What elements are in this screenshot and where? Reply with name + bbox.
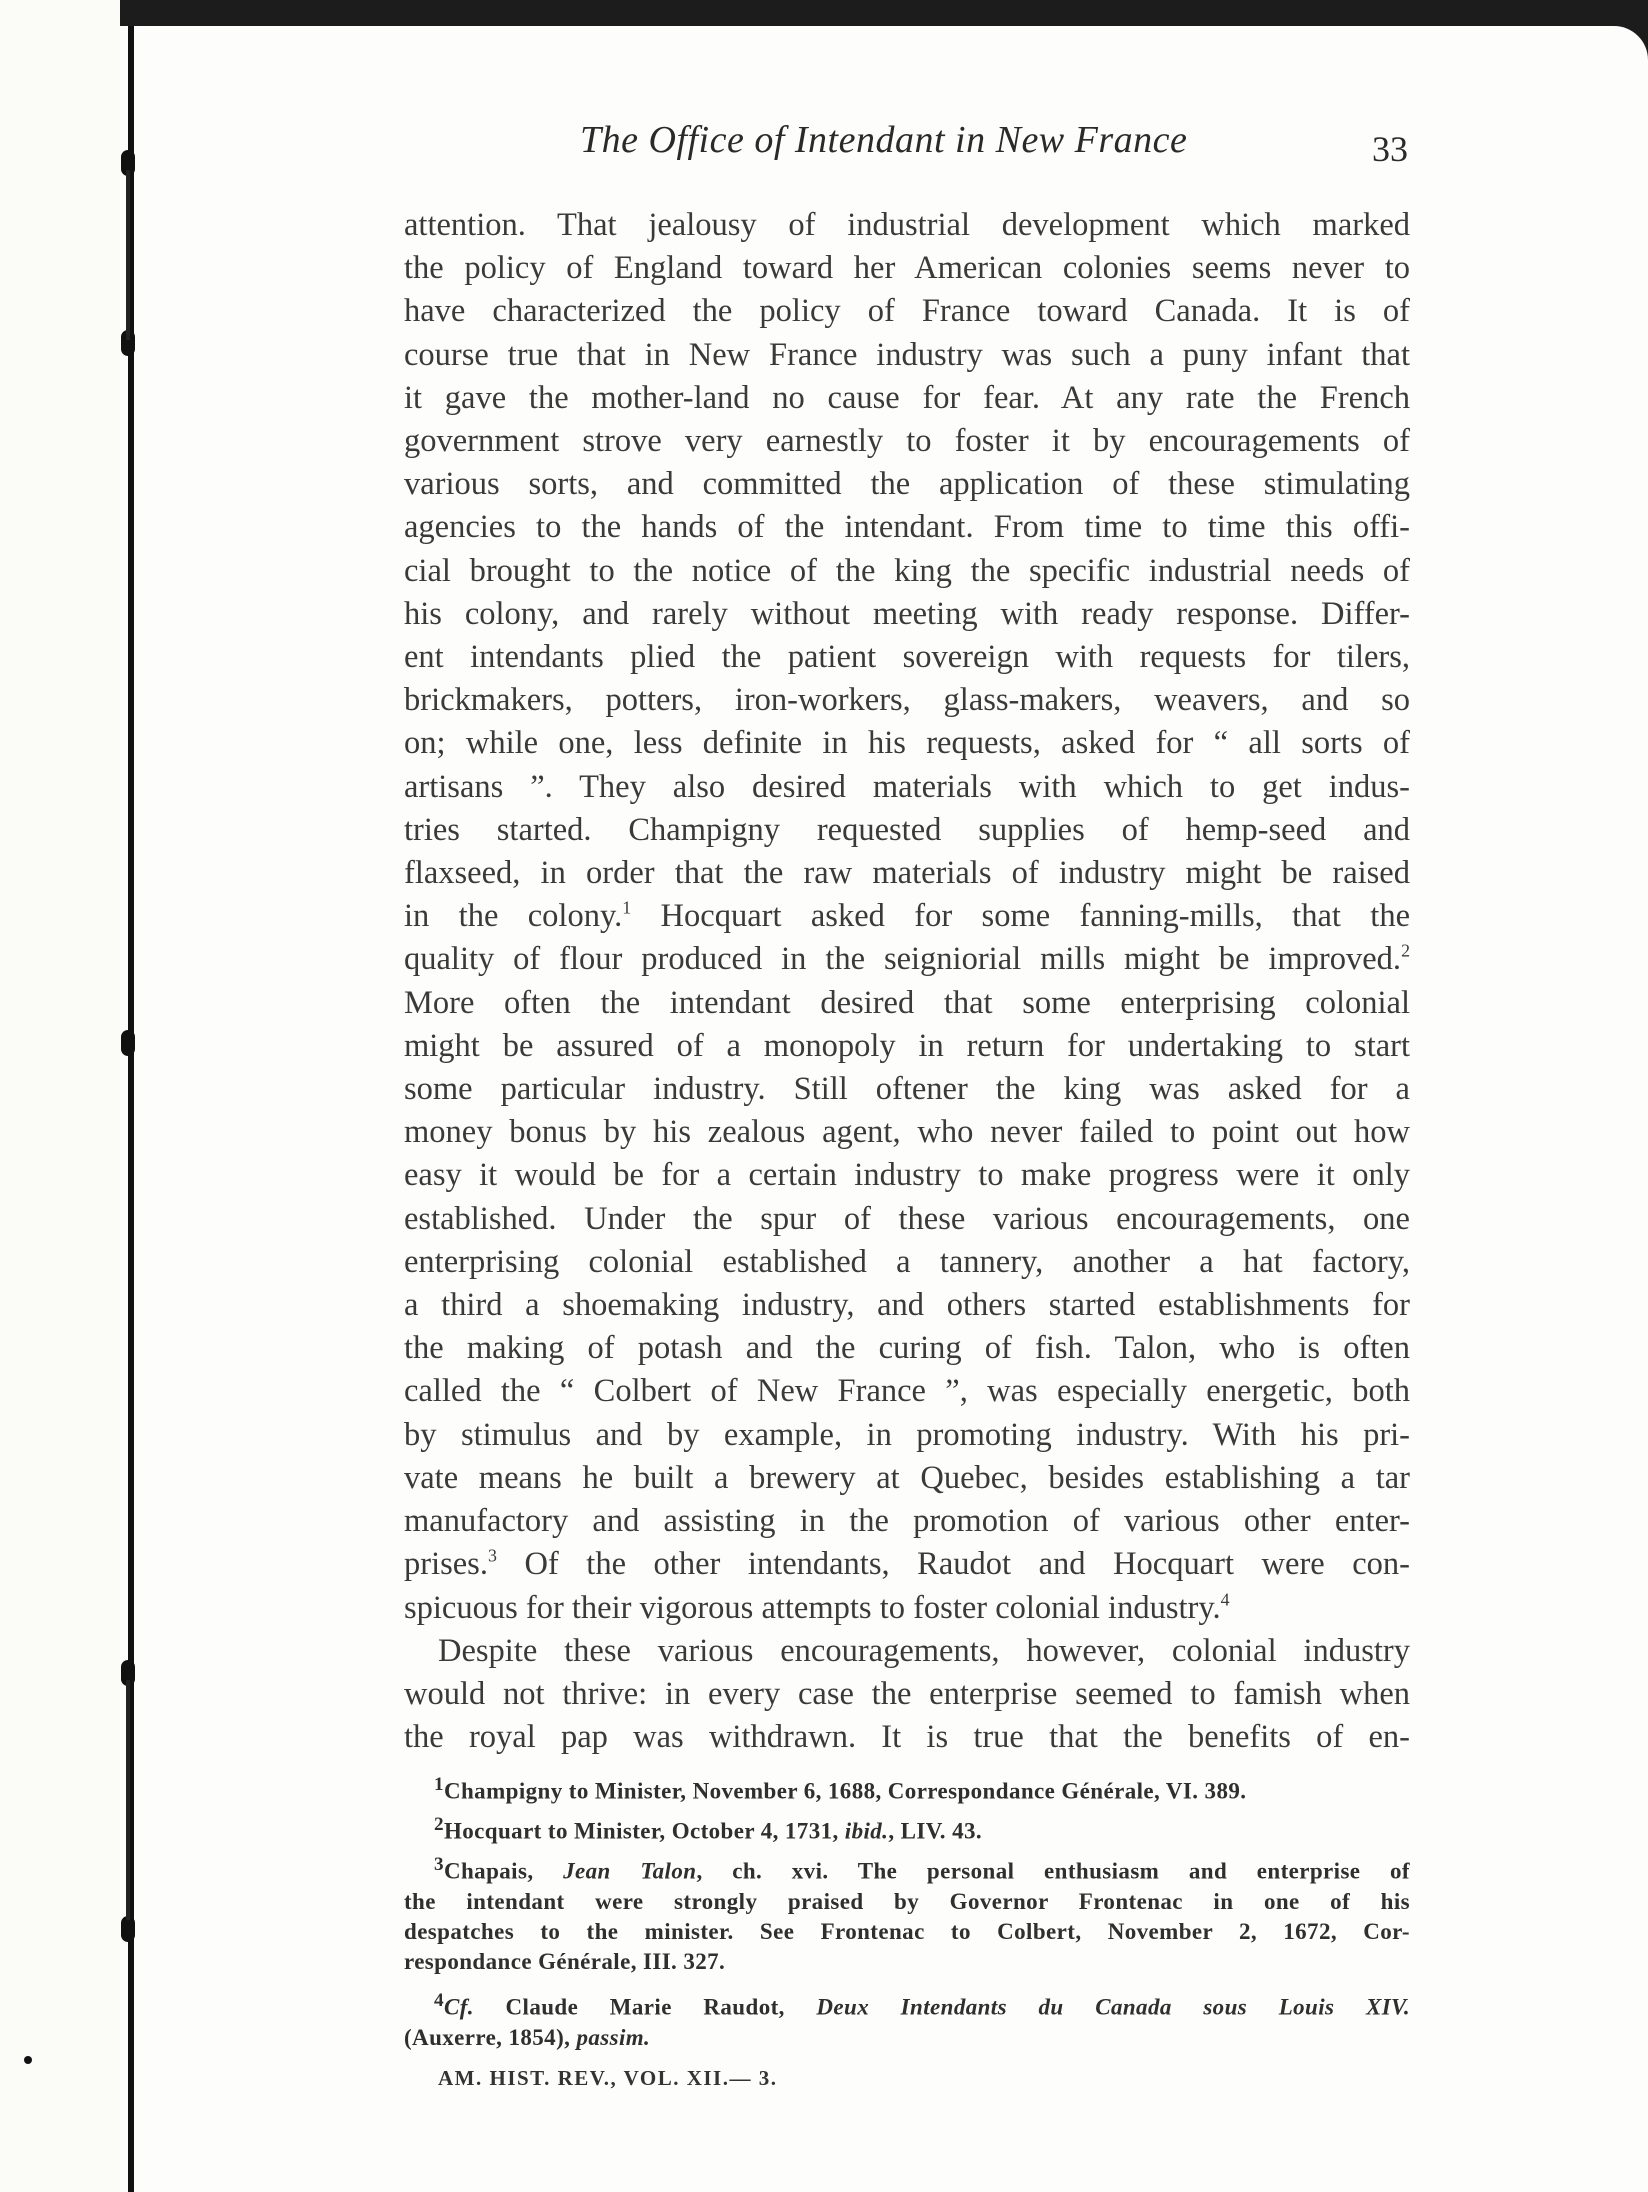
text-line: called the “ Colbert of New France ”, was especially energetic, both (404, 1373, 1410, 1410)
footnote-text: Chapais, (443, 1858, 564, 1884)
text-line: money bonus by his zealous agent, who never failed to point out how (404, 1114, 1410, 1151)
text-line: easy it would be for a certain industry to make progress were it only (404, 1157, 1410, 1194)
footnote-text: Champigny to Minister, November 6, 1688, Correspondance Générale, VI. 389. (443, 1778, 1247, 1804)
footnote-ref[interactable]: 1 (622, 897, 632, 918)
text-line: by stimulus and by example, in promoting industry. With his pri- (404, 1416, 1410, 1453)
text-line: agencies to the hands of the intendant. From time to time this offi- (404, 509, 1410, 546)
text-line: some particular industry. Still oftener the king was asked for a (404, 1071, 1410, 1108)
footnote-italic: passim. (576, 2024, 651, 2050)
footnote-line (404, 1986, 1410, 2023)
footnote-ref[interactable]: 4 (1220, 1589, 1230, 1609)
footnote-line (404, 1850, 1410, 1887)
text-line: would not thrive: in every case the enterprise seemed to famish when (404, 1675, 1410, 1712)
footnote-text: Hocquart to Minister, October 4, 1731, (443, 1818, 845, 1844)
text-line: course true that in New France industry was such a puny infant that (404, 336, 1410, 373)
footnote-text: , LIV. 43. (888, 1818, 983, 1844)
text-line (404, 1587, 1410, 1630)
footnote-line: despatches to the minister. See Frontenac to Colbert, November 2, 1672, Cor- (404, 1918, 1410, 1944)
text-line: on; while one, less definite in his requests, asked for “ all sorts of (404, 725, 1410, 762)
text-line: it gave the mother-land no cause for fear. At any rate the French (404, 379, 1410, 416)
text-line: More often the intendant desired that some enterprising colonial (404, 984, 1410, 1021)
text-segment: quality of flour produced in the seigniorial mills might be improved. (404, 941, 1402, 978)
text-line: flaxseed, in order that the raw materials of industry might be raised (404, 855, 1410, 892)
text-line (404, 938, 1410, 981)
text-line: tries started. Champigny requested supplies of hemp-seed and (404, 811, 1410, 848)
text-line: might be assured of a monopoly in return for undertaking to start (404, 1027, 1410, 1064)
footnote-line: respondance Générale, III. 327. (404, 1948, 726, 1974)
page-number: 33 (1372, 129, 1408, 169)
text-line: the policy of England toward her American colonies seems never to (404, 250, 1410, 287)
text-line: established. Under the spur of these various encouragements, one (404, 1200, 1410, 1237)
text-segment: spicuous for their vigorous attempts to foster colonial industry. (404, 1589, 1221, 1626)
text-line: enterprising colonial established a tannery, another a hat factory, (404, 1243, 1410, 1280)
footnote-text: , ch. xvi. The personal enthusiasm and enterprise of (696, 1858, 1410, 1884)
footnote-text: (Auxerre, 1854), (404, 2024, 577, 2050)
text-line (404, 1543, 1410, 1586)
footnote-line (404, 1770, 1410, 1807)
footnote-4 (404, 1986, 1410, 2053)
text-line: cial brought to the notice of the king the specific industrial needs of (404, 552, 1410, 589)
text-line: Despite these various encouragements, however, colonial industry (438, 1632, 1410, 1669)
text-line: ent intendants plied the patient sovereign with requests for tilers, (404, 639, 1410, 676)
text-line: his colony, and rarely without meeting with ready response. Differ- (404, 595, 1410, 632)
footnote-line: the intendant were strongly praised by Governor Frontenac in one of his (404, 1888, 1410, 1914)
footnote-3 (404, 1850, 1410, 1977)
text-line: the royal pap was withdrawn. It is true that the benefits of en- (404, 1719, 1410, 1756)
body-text (404, 204, 1410, 1759)
text-line: manufactory and assisting in the promotion of various other enter- (404, 1503, 1410, 1540)
text-segment: in the colony. (404, 898, 623, 935)
text-line: various sorts, and committed the application of these stimulating (404, 466, 1410, 503)
text-line: government strove very earnestly to foster it by encouragements of (404, 423, 1410, 460)
text-line: the making of potash and the curing of fish. Talon, who is often (404, 1330, 1410, 1367)
footnote-mark: 4 (434, 1990, 444, 2011)
footnote-mark: 1 (434, 1774, 444, 1795)
text-line: artisans ”. They also desired materials with which to get indus- (404, 768, 1410, 805)
left-margin (0, 0, 120, 2192)
text-segment: prises. (404, 1546, 488, 1583)
text-line: a third a shoemaking industry, and others started establishments for (404, 1287, 1410, 1324)
text-line: brickmakers, potters, iron-workers, glass-makers, weavers, and so (404, 682, 1410, 719)
binding-thread (126, 170, 130, 340)
binding-stitch (121, 1030, 135, 1056)
text-line: vate means he built a brewery at Quebec, besides establishing a tar (404, 1459, 1410, 1496)
text-line: have characterized the policy of France toward Canada. It is of (404, 293, 1410, 330)
text-segment: Of the other intendants, Raudot and Hocquart were con- (496, 1546, 1410, 1583)
binding-thread (126, 1680, 130, 1920)
text-line: attention. That jealousy of industrial development which marked (404, 207, 1410, 243)
text-line (404, 895, 1410, 938)
footnote-2 (404, 1810, 1410, 1847)
footnote-italic: Jean Talon (563, 1858, 697, 1884)
footnote-text: Claude Marie Raudot, (473, 1994, 817, 2020)
footnote-mark: 2 (434, 1814, 444, 1835)
signature-line: AM. HIST. REV., VOL. XII.— 3. (438, 2066, 778, 2090)
footnote-line (404, 1810, 1410, 1847)
footnote-italic: ibid. (844, 1818, 889, 1844)
footnote-italic: Cf. (443, 1994, 474, 2020)
footnote-ref[interactable]: 3 (487, 1545, 497, 1566)
footnote-mark: 3 (434, 1854, 444, 1875)
footnote-line (404, 2023, 1410, 2053)
text-segment: Hocquart asked for some fanning-mills, that the (631, 898, 1410, 935)
footnote-1 (404, 1770, 1410, 1807)
footnote-ref[interactable]: 2 (1401, 940, 1410, 961)
running-head: The Office of Intendant in New France (580, 119, 1188, 161)
footnote-italic: Deux Intendants du Canada sous Louis XIV. (816, 1994, 1410, 2020)
binding-dot (24, 2056, 32, 2064)
